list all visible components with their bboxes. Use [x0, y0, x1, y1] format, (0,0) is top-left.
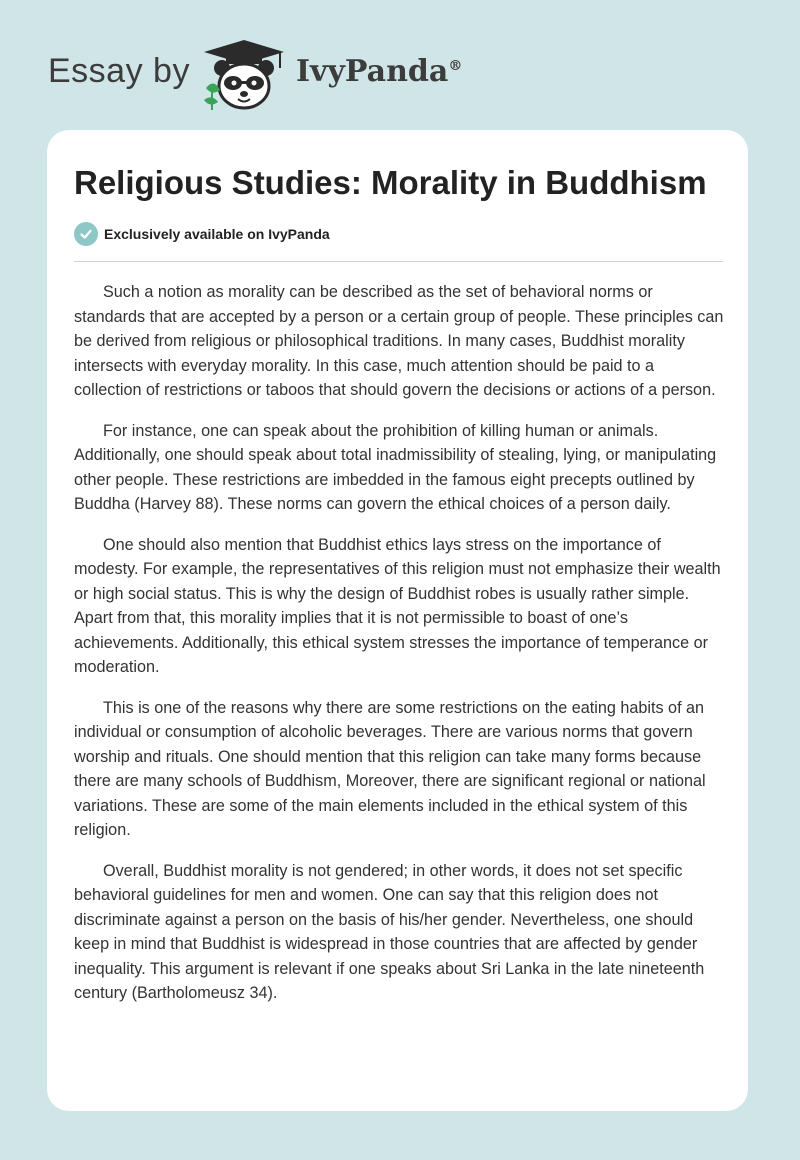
panda-logo-icon[interactable]: [200, 38, 288, 112]
paragraph: Overall, Buddhist morality is not gendered; in other words, it does not set specific behavioral guidelines for men and women. One can say that this religion does not discriminate against a person on the basis of his/her gender. Nevertheless, one should keep in mind that Buddhist is widespread in those countries that are affected by gender inequality. This argument is relevant if one speaks about Sri Lanka in the late nineteenth century (Bartholomeusz 34).: [74, 861, 705, 1002]
paragraph: Such a notion as morality can be described as the set of behavioral norms or standards that are accepted by a person or a certain group of people. These principles can be derived from religious or philosophical traditions. In many cases, Buddhist morality intersects with everyday morality. In this case, much attention should be paid to a collection of restrictions or taboos that should govern the decisions or actions of a person.: [74, 283, 724, 399]
paragraph: For instance, one can speak about the prohibition of killing human or animals. Additionally, one should speak about total inadmissibility of stealing, lying, or manipulating other people. These restrictions are imbedded in the famous eight precepts outlined by Buddha (Harvey 88). These norms can govern the ethical choices of a person daily.: [74, 421, 717, 513]
check-circle-icon: [74, 222, 98, 246]
availability-badge: [74, 222, 330, 246]
badge-label: Exclusively available on IvyPanda: [104, 226, 330, 242]
page-title: Religious Studies: Morality in Buddhism: [74, 164, 707, 201]
site-header: [48, 36, 548, 116]
essay-body: [74, 280, 726, 1022]
brand-name[interactable]: IvyPanda®: [296, 54, 463, 89]
essay-card: [47, 130, 748, 1111]
essay-by-label: Essay by: [48, 52, 190, 90]
divider: [74, 261, 723, 262]
paragraph: This is one of the reasons why there are some restrictions on the eating habits of an individual or consumption of alcoholic beverages. There are various norms that govern worship and rituals. One should mention that this religion can take many forms because there are many schools of Buddhism, Moreover, there are significant regional or national variations. These are some of the main elements included in the ethical system of this religion.: [74, 698, 706, 839]
paragraph: One should also mention that Buddhist ethics lays stress on the importance of modesty. For example, the representatives of this religion must not emphasize their wealth or high social status. This is why the design of Buddhist robes is usually rather simple. Apart from that, this morality implies that it is not permissible to boast of one’s achievements. Additionally, this ethical system stresses the importance of temperance or moderation.: [74, 535, 721, 676]
